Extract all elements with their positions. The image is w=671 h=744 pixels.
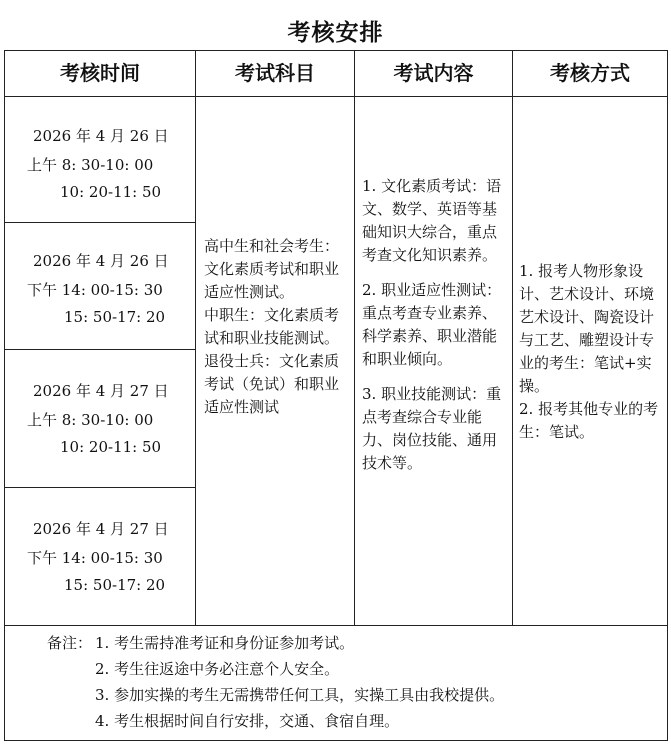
- session-slot: 15: 50-17: 20: [64, 308, 166, 326]
- notes-label: 备注：: [47, 634, 93, 652]
- session-date: 2026 年 4 月 27 日: [33, 520, 169, 538]
- methods-cell: [519, 260, 663, 444]
- subject-item: 高中生和社会考生：文化素质考试和职业适应性测试。: [204, 237, 340, 301]
- note-item: 3. 参加实操的考生无需携带任何工具，实操工具由我校提供。: [95, 686, 505, 704]
- session-slot: 10: 20-11: 50: [60, 183, 162, 201]
- session-slot: 下午 14: 00-15: 30: [27, 281, 163, 299]
- notes-divider: [5, 625, 667, 626]
- header-subject: 考试科目: [235, 61, 315, 85]
- schedule-table: [4, 50, 668, 741]
- session-date: 2026 年 4 月 27 日: [33, 382, 169, 400]
- session-date: 2026 年 4 月 26 日: [33, 252, 169, 270]
- method-item: 1. 报考人物形象设计、艺术设计、环境艺术设计、陶瓷设计与工艺、雕塑设计专业的考生：笔试+实操。: [519, 262, 655, 395]
- session-slot: 10: 20-11: 50: [60, 438, 162, 456]
- header-time: 考核时间: [60, 61, 140, 85]
- subject-item: 退役士兵：文化素质考试（免试）和职业适应性测试: [204, 352, 340, 416]
- session-slot: 上午 8: 30-10: 00: [27, 156, 154, 174]
- session-cell: [5, 350, 195, 487]
- session-slot: 上午 8: 30-10: 00: [27, 411, 154, 429]
- subject-item: 中职生：文化素质考试和职业技能测试。: [204, 306, 340, 347]
- header-content: 考试内容: [393, 61, 474, 85]
- session-date: 2026 年 4 月 26 日: [33, 127, 169, 145]
- session-cell: [5, 488, 195, 625]
- column-divider: [195, 51, 196, 626]
- method-item: 2. 报考其他专业的考生：笔试。: [519, 400, 659, 441]
- note-item: 2. 考生往返途中务必注意个人安全。: [95, 660, 340, 678]
- notes-section: [5, 628, 667, 740]
- content-item: 2. 职业适应性测试：重点考查专业素养、科学素养、职业潜能和职业倾向。: [362, 281, 502, 368]
- page-title: 考核安排: [287, 20, 384, 46]
- content-item: 3. 职业技能测试：重点考查综合专业能力、岗位技能、通用技术等。: [362, 385, 502, 472]
- session-cell: [5, 223, 195, 349]
- session-slot: 15: 50-17: 20: [64, 576, 166, 594]
- content-item: 1. 文化素质考试：语文、数学、英语等基础知识大综合，重点考查文化知识素养。: [362, 177, 502, 264]
- header-method: 考核方式: [550, 61, 630, 85]
- column-divider: [354, 51, 355, 626]
- column-divider: [512, 51, 513, 626]
- session-slot: 下午 14: 00-15: 30: [27, 549, 163, 567]
- contents-cell: [362, 175, 506, 475]
- session-cell: [5, 97, 195, 222]
- note-item: 4. 考生根据时间自行安排，交通、食宿自理。: [95, 712, 400, 730]
- note-item: 1. 考生需持准考证和身份证参加考试。: [95, 634, 355, 652]
- subjects-cell: [204, 235, 346, 419]
